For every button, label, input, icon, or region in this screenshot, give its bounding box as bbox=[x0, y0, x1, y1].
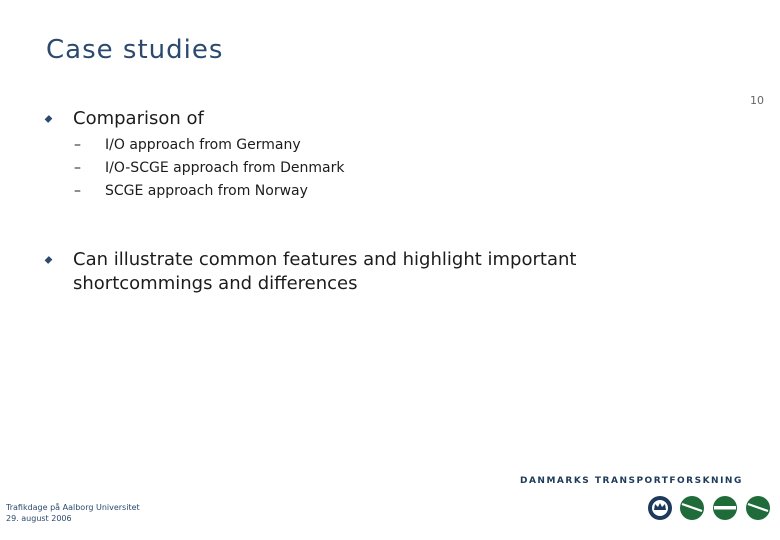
bullet-text: Can illustrate common features and highlight important shortcommings and differences bbox=[73, 249, 577, 294]
bullet-icon bbox=[45, 256, 53, 264]
green-logo-icon-1 bbox=[680, 496, 704, 520]
brand-name: DANMARKS TRANSPORTFORSKNING bbox=[520, 476, 743, 486]
page-number: 10 bbox=[750, 94, 764, 107]
slide-title: Case studies bbox=[46, 35, 224, 65]
footer-line-1: Trafikdage på Aalborg Universitet bbox=[6, 503, 140, 512]
dash-icon: – bbox=[74, 160, 81, 176]
sub-bullet-text: SCGE approach from Norway bbox=[105, 183, 308, 199]
bullet-text: Comparison of bbox=[73, 108, 204, 129]
crown-seal-icon bbox=[648, 496, 672, 520]
green-logo-icon-2 bbox=[713, 496, 737, 520]
sub-bullet-text: I/O-SCGE approach from Denmark bbox=[105, 160, 345, 176]
green-logo-icon-3 bbox=[746, 496, 770, 520]
dash-icon: – bbox=[74, 137, 81, 153]
sub-bullet-text: I/O approach from Germany bbox=[105, 137, 301, 153]
bullet-icon bbox=[45, 115, 53, 123]
dash-icon: – bbox=[74, 183, 81, 199]
footer bbox=[6, 502, 140, 524]
logo-row bbox=[645, 494, 775, 524]
footer-line-2: 29. august 2006 bbox=[6, 514, 72, 523]
logo-row-graphic bbox=[645, 494, 775, 524]
